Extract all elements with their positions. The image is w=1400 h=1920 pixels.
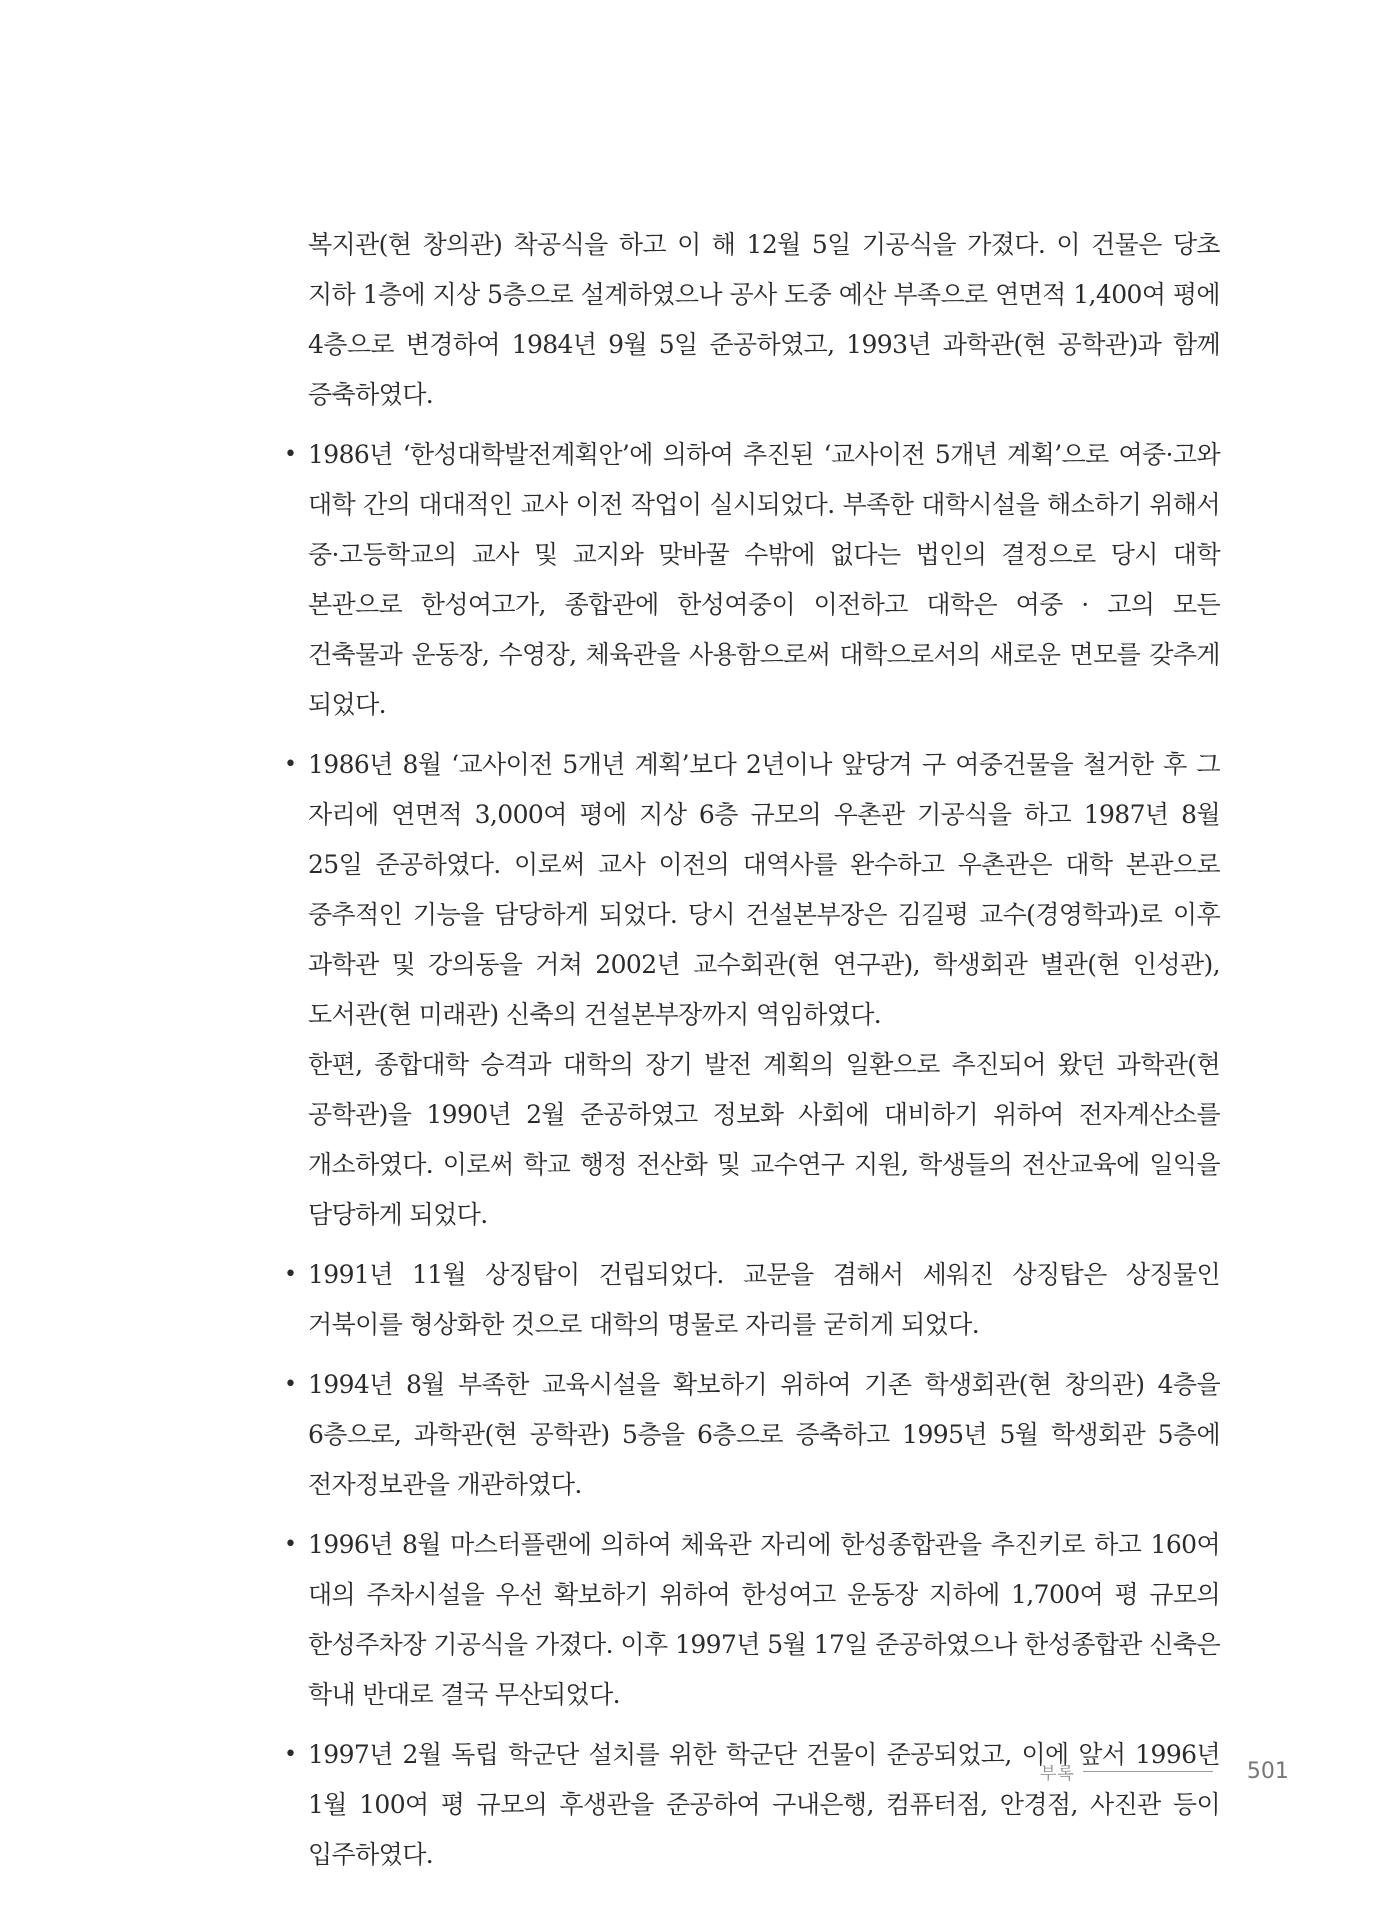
bullet-paragraph: [284, 1250, 1220, 1350]
bullet-paragraph: [284, 740, 1220, 1040]
page-number: 501: [1246, 1758, 1289, 1784]
paragraph-continuation: 한편, 종합대학 승격과 대학의 장기 발전 계획의 일환으로 추진되어 왔던 과학관(현 공학관)을 1990년 2월 준공하였고 정보화 사회에 대비하기 위하여 전자계산소를 개소하였다. 이로써 학교 행정 전산화 및 교수연구 지원, 학생들의 전산교육에 일익을 담당하게 되었다.: [308, 1050, 1220, 1229]
bullet-icon: •: [284, 442, 297, 467]
bullet-paragraph: [284, 430, 1220, 730]
bullet-paragraph: [284, 1520, 1220, 1720]
bullet-text: 1996년 8월 마스터플랜에 의하여 체육관 자리에 한성종합관을 추진키로 하고 160여 대의 주차시설을 우선 확보하기 위하여 한성여고 운동장 지하에 1,700여 평 규모의 한성주차장 기공식을 가졌다. 이후 1997년 5월 17일 준공하였으나 한성종합관 신축은 학내 반대로 결국 무산되었다.: [308, 1530, 1220, 1709]
paragraph-continuation: 복지관(현 창의관) 착공식을 하고 이 해 12월 5일 기공식을 가졌다. 이 건물은 당초 지하 1층에 지상 5층으로 설계하였으나 공사 도중 예산 부족으로 연면적 1,400여 평에 4층으로 변경하여 1984년 9월 5일 준공하였고, 1993년 과학관(현 공학관)과 함께 증축하였다.: [308, 230, 1220, 409]
footer-rule: [1083, 1771, 1213, 1772]
footer-section-label: 부록: [1040, 1763, 1075, 1784]
bullet-text: 1986년 8월 ‘교사이전 5개년 계획’보다 2년이나 앞당겨 구 여중건물을 철거한 후 그 자리에 연면적 3,000여 평에 지상 6층 규모의 우촌관 기공식을 하고 1987년 8월 25일 준공하였다. 이로써 교사 이전의 대역사를 완수하고 우촌관은 대학 본관으로 중추적인 기능을 담당하게 되었다. 당시 건설본부장은 김길평 교수(경영학과)로 이후 과학관 및 강의동을 거쳐 2002년 교수회관(현 연구관), 학생회관 별관(현 인성관), 도서관(현 미래관) 신축의 건설본부장까지 역임하였다.: [308, 750, 1220, 1029]
bullet-icon: •: [284, 1372, 297, 1397]
bullet-icon: •: [284, 1742, 297, 1767]
bullet-text: 1994년 8월 부족한 교육시설을 확보하기 위하여 기존 학생회관(현 창의관) 4층을 6층으로, 과학관(현 공학관) 5층을 6층으로 증축하고 1995년 5월 학생회관 5층에 전자정보관을 개관하였다.: [308, 1370, 1220, 1499]
bullet-icon: •: [284, 1532, 297, 1557]
bullet-paragraph: [284, 1360, 1220, 1510]
page-footer: [1040, 1753, 1300, 1789]
document-body: [284, 220, 1220, 1880]
bullet-text: 1991년 11월 상징탑이 건립되었다. 교문을 겸해서 세워진 상징탑은 상징물인 거북이를 형상화한 것으로 대학의 명물로 자리를 굳히게 되었다.: [308, 1260, 1220, 1339]
bullet-icon: •: [284, 752, 297, 777]
bullet-text: 1997년 2월 독립 학군단 설치를 위한 학군단 건물이 준공되었고, 이에 앞서 1996년 1월 100여 평 규모의 후생관을 준공하여 구내은행, 컴퓨터점, 안경점, 사진관 등이 입주하였다.: [308, 1740, 1220, 1869]
bullet-icon: •: [284, 1262, 297, 1287]
bullet-text: 1986년 ‘한성대학발전계획안’에 의하여 추진된 ‘교사이전 5개년 계획’으로 여중·고와 대학 간의 대대적인 교사 이전 작업이 실시되었다. 부족한 대학시설을 해소하기 위해서 중·고등학교의 교사 및 교지와 맞바꿀 수밖에 없다는 법인의 결정으로 당시 대학 본관으로 한성여고가, 종합관에 한성여중이 이전하고 대학은 여중 · 고의 모든 건축물과 운동장, 수영장, 체육관을 사용함으로써 대학으로서의 새로운 면모를 갖추게 되었다.: [308, 440, 1220, 719]
